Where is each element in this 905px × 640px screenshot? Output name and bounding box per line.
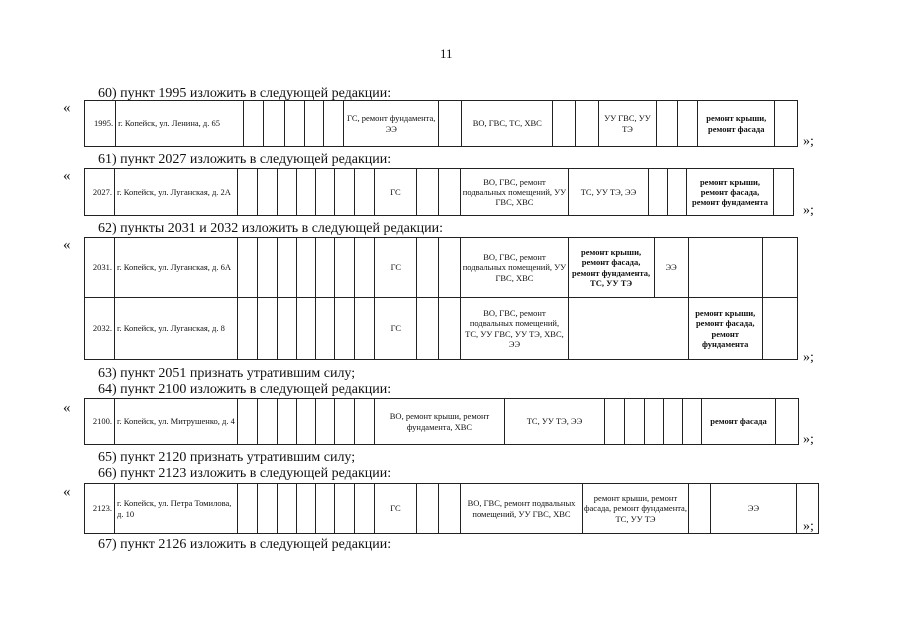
empty-cell — [355, 238, 375, 298]
quote-open: « — [63, 168, 71, 184]
quote-open: « — [63, 100, 71, 116]
address-cell: г. Копейск, ул. Луганская, д. 8 — [115, 298, 238, 360]
empty-cell — [355, 484, 375, 534]
empty-cell — [297, 238, 316, 298]
empty-cell — [568, 298, 688, 360]
empty-cell — [439, 169, 461, 216]
empty-cell — [417, 298, 439, 360]
address-cell: г. Копейск, ул. Луганская, д. 2А — [115, 169, 238, 216]
paragraph-66: 66) пункт 2123 изложить в следующей редакции: — [98, 466, 392, 481]
table-2027 — [84, 168, 794, 216]
empty-cell — [605, 399, 625, 445]
table-row — [85, 298, 798, 360]
works-cell: ГС — [375, 169, 417, 216]
empty-cell — [439, 484, 461, 534]
works-cell: ремонт крыши, ремонт фасада, ремонт фундамента — [688, 298, 762, 360]
row-number: 2100. — [85, 399, 115, 445]
quote-close: »; — [803, 432, 814, 447]
empty-cell — [278, 484, 297, 534]
quote-open: « — [63, 400, 71, 416]
works-cell: ремонт крыши, ремонт фасада — [698, 101, 775, 147]
paragraph-61: 61) пункт 2027 изложить в следующей редакции: — [98, 152, 392, 167]
empty-cell — [278, 298, 297, 360]
works-cell: ЭЭ — [654, 238, 688, 298]
quote-close: »; — [803, 203, 814, 218]
empty-cell — [688, 238, 762, 298]
works-cell: ТС, УУ ТЭ, ЭЭ — [505, 399, 605, 445]
row-number: 2031. — [85, 238, 115, 298]
empty-cell — [297, 484, 316, 534]
works-cell: ВО, ГВС, ремонт подвальных помещений, УУ ГВС, ХВС — [461, 484, 583, 534]
empty-cell — [576, 101, 599, 147]
empty-cell — [258, 399, 278, 445]
empty-cell — [355, 298, 375, 360]
empty-cell — [335, 298, 355, 360]
empty-cell — [417, 484, 439, 534]
empty-cell — [258, 298, 278, 360]
works-cell: УУ ГВС, УУ ТЭ — [598, 101, 656, 147]
table-1995 — [84, 100, 798, 147]
empty-cell — [417, 238, 439, 298]
paragraph-65: 65) пункт 2120 признать утратившим силу; — [98, 450, 356, 465]
empty-cell — [677, 101, 698, 147]
works-cell: ГС, ремонт фундамента, ЭЭ — [344, 101, 439, 147]
empty-cell — [316, 399, 335, 445]
works-cell: ВО, ГВС, ремонт подвальных помещений, УУ ГВС, ХВС — [461, 169, 569, 216]
empty-cell — [278, 169, 297, 216]
empty-cell — [258, 169, 278, 216]
row-number: 2032. — [85, 298, 115, 360]
quote-close: »; — [803, 134, 814, 149]
works-cell: ТС, УУ ТЭ, ЭЭ — [569, 169, 649, 216]
empty-cell — [335, 399, 355, 445]
empty-cell — [774, 169, 794, 216]
empty-cell — [553, 101, 576, 147]
empty-cell — [335, 484, 355, 534]
empty-cell — [304, 101, 324, 147]
empty-cell — [238, 298, 258, 360]
works-cell: ГС — [375, 484, 417, 534]
quote-open: « — [63, 237, 71, 253]
empty-cell — [762, 238, 797, 298]
table-row — [85, 169, 794, 216]
works-cell: ремонт крыши, ремонт фасада, ремонт фундамента, ТС, УУ ТЭ — [583, 484, 689, 534]
quote-open: « — [63, 484, 71, 500]
table-2100 — [84, 398, 799, 445]
empty-cell — [264, 101, 285, 147]
empty-cell — [278, 238, 297, 298]
empty-cell — [238, 238, 258, 298]
works-cell: ремонт крыши, ремонт фасада, ремонт фундамента — [687, 169, 774, 216]
empty-cell — [775, 101, 798, 147]
empty-cell — [625, 399, 645, 445]
works-cell: ВО, ГВС, ремонт подвальных помещений, ТС, УУ ГВС, УУ ТЭ, ХВС, ЭЭ — [461, 298, 568, 360]
paragraph-62: 62) пункты 2031 и 2032 изложить в следующей редакции: — [98, 221, 444, 236]
quote-close: »; — [803, 519, 814, 534]
empty-cell — [439, 298, 461, 360]
empty-cell — [316, 169, 335, 216]
empty-cell — [324, 101, 344, 147]
empty-cell — [316, 484, 335, 534]
address-cell: г. Копейск, ул. Луганская, д. 6А — [115, 238, 238, 298]
empty-cell — [238, 169, 258, 216]
table-row — [85, 101, 798, 147]
empty-cell — [278, 399, 297, 445]
quote-close: »; — [803, 350, 814, 365]
empty-cell — [335, 238, 355, 298]
address-cell: г. Копейск, ул. Митрушенко, д. 4 — [115, 399, 238, 445]
empty-cell — [355, 169, 375, 216]
empty-cell — [258, 238, 278, 298]
paragraph-64: 64) пункт 2100 изложить в следующей редакции: — [98, 382, 392, 397]
works-cell: ВО, ГВС, ремонт подвальных помещений, УУ ГВС, ХВС — [461, 238, 568, 298]
table-row — [85, 484, 819, 534]
empty-cell — [762, 298, 797, 360]
row-number: 2027. — [85, 169, 115, 216]
empty-cell — [439, 238, 461, 298]
empty-cell — [664, 399, 683, 445]
works-cell: ЭЭ — [711, 484, 797, 534]
address-cell: г. Копейск, ул. Петра Томилова, д. 10 — [115, 484, 238, 534]
works-cell: ГС — [375, 298, 417, 360]
empty-cell — [683, 399, 702, 445]
table-row — [85, 399, 799, 445]
empty-cell — [297, 399, 316, 445]
page-number: 11 — [440, 46, 453, 61]
empty-cell — [335, 169, 355, 216]
works-cell: ВО, ГВС, ТС, ХВС — [462, 101, 553, 147]
paragraph-60: 60) пункт 1995 изложить в следующей редакции: — [98, 86, 392, 101]
paragraph-67: 67) пункт 2126 изложить в следующей редакции: — [98, 537, 392, 552]
empty-cell — [689, 484, 711, 534]
works-cell: ВО, ремонт крыши, ремонт фундамента, ХВС — [375, 399, 505, 445]
empty-cell — [258, 484, 278, 534]
address-cell: г. Копейск, ул. Ленина, д. 65 — [116, 101, 243, 147]
empty-cell — [238, 484, 258, 534]
empty-cell — [284, 101, 304, 147]
empty-cell — [645, 399, 664, 445]
empty-cell — [439, 101, 462, 147]
row-number: 2123. — [85, 484, 115, 534]
paragraph-63: 63) пункт 2051 признать утратившим силу; — [98, 366, 356, 381]
empty-cell — [649, 169, 668, 216]
empty-cell — [297, 298, 316, 360]
empty-cell — [355, 399, 375, 445]
table-row — [85, 238, 798, 298]
empty-cell — [316, 298, 335, 360]
empty-cell — [776, 399, 799, 445]
works-cell: ГС — [375, 238, 417, 298]
works-cell: ремонт фасада — [702, 399, 776, 445]
empty-cell — [297, 169, 316, 216]
empty-cell — [238, 399, 258, 445]
empty-cell — [316, 238, 335, 298]
empty-cell — [417, 169, 439, 216]
row-number: 1995. — [85, 101, 116, 147]
table-2123 — [84, 483, 819, 534]
empty-cell — [243, 101, 264, 147]
table-2031-2032 — [84, 237, 798, 360]
empty-cell — [668, 169, 687, 216]
works-cell: ремонт крыши, ремонт фасада, ремонт фундамента, ТС, УУ ТЭ — [568, 238, 654, 298]
empty-cell — [656, 101, 677, 147]
